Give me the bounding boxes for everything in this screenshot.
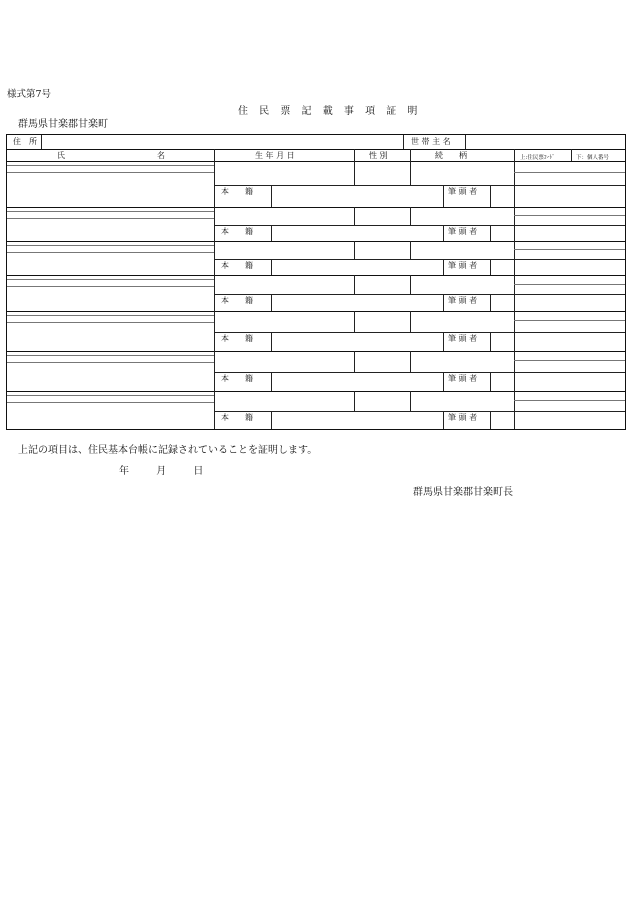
name-underline xyxy=(7,279,214,280)
registry-label: 本 籍 xyxy=(221,296,253,305)
name-header-surname: 氏 xyxy=(57,151,65,160)
divider xyxy=(465,135,466,149)
family-head-label: 筆 頭 者 xyxy=(448,187,478,196)
registry-label: 本 籍 xyxy=(221,334,253,343)
divider xyxy=(490,185,491,207)
divider xyxy=(443,225,444,241)
divider xyxy=(214,311,215,351)
date-year: 年 xyxy=(119,466,129,477)
divider xyxy=(443,185,444,207)
divider xyxy=(514,149,515,161)
divider xyxy=(490,259,491,275)
divider xyxy=(410,391,411,411)
divider xyxy=(271,332,272,351)
name-underline xyxy=(7,322,214,323)
householder-label: 世 帯 主 名 xyxy=(411,137,451,146)
divider xyxy=(271,372,272,391)
divider xyxy=(214,332,625,333)
name-underline xyxy=(7,245,214,246)
code-divider xyxy=(514,172,625,173)
name-underline xyxy=(7,218,214,219)
divider xyxy=(514,161,515,207)
name-underline xyxy=(7,402,214,403)
date-month: 月 xyxy=(156,466,167,477)
divider xyxy=(443,372,444,391)
block-divider xyxy=(7,275,625,276)
block-divider xyxy=(7,391,625,392)
divider xyxy=(354,207,355,225)
divider xyxy=(490,411,491,429)
divider xyxy=(410,161,411,185)
code-divider xyxy=(514,400,625,401)
block-divider xyxy=(7,311,625,312)
divider xyxy=(354,241,355,259)
divider xyxy=(443,332,444,351)
divider xyxy=(214,391,215,429)
sex-header: 性 別 xyxy=(369,151,388,160)
municipality-name: 群馬県甘楽郡甘楽町 xyxy=(18,119,108,130)
resident-code-header: 上:住民票ｺｰﾄﾞ xyxy=(520,155,555,161)
family-head-label: 筆 頭 者 xyxy=(448,413,478,422)
divider xyxy=(271,411,272,429)
name-underline xyxy=(7,395,214,396)
family-head-label: 筆 頭 者 xyxy=(448,227,478,236)
divider xyxy=(214,372,625,373)
code-divider xyxy=(514,215,625,216)
divider xyxy=(514,391,515,429)
divider xyxy=(214,259,625,260)
name-underline xyxy=(7,355,214,356)
block-divider xyxy=(7,241,625,242)
divider xyxy=(271,225,272,241)
divider xyxy=(271,294,272,311)
divider xyxy=(214,241,215,275)
form-number: 様式第7号 xyxy=(7,89,52,100)
birthdate-header: 生 年 月 日 xyxy=(255,151,295,160)
mayor-signature-line: 群馬県甘楽郡甘楽町長 xyxy=(413,487,513,498)
divider xyxy=(354,391,355,411)
block-divider xyxy=(7,351,625,352)
divider xyxy=(410,241,411,259)
divider xyxy=(514,351,515,391)
divider xyxy=(443,259,444,275)
name-header-given: 名 xyxy=(157,151,165,160)
name-underline xyxy=(7,165,214,166)
registry-label: 本 籍 xyxy=(221,261,253,270)
code-divider xyxy=(514,249,625,250)
divider xyxy=(490,294,491,311)
divider xyxy=(490,332,491,351)
divider xyxy=(214,275,215,311)
name-underline xyxy=(7,211,214,212)
divider xyxy=(490,372,491,391)
relation-header: 続 柄 xyxy=(435,151,467,160)
name-underline xyxy=(7,315,214,316)
date-day: 日 xyxy=(193,466,204,477)
name-underline xyxy=(7,362,214,363)
code-divider xyxy=(514,360,625,361)
certification-statement: 上記の項目は、住民基本台帳に記録されていることを証明します。 xyxy=(18,445,318,456)
divider xyxy=(354,311,355,332)
divider xyxy=(410,207,411,225)
code-divider xyxy=(514,284,625,285)
family-head-label: 筆 頭 者 xyxy=(448,334,478,343)
divider xyxy=(354,149,355,161)
individual-number-header: 下：個人番号 xyxy=(576,155,610,161)
divider xyxy=(214,411,625,412)
divider xyxy=(214,149,215,161)
divider xyxy=(214,161,215,207)
divider xyxy=(410,275,411,294)
divider xyxy=(403,135,404,149)
registry-label: 本 籍 xyxy=(221,374,253,383)
name-underline xyxy=(7,252,214,253)
name-underline xyxy=(7,172,214,173)
divider xyxy=(214,225,625,226)
address-label: 住 所 xyxy=(13,137,37,146)
divider xyxy=(7,149,625,150)
registry-label: 本 籍 xyxy=(221,227,253,236)
divider xyxy=(271,259,272,275)
divider xyxy=(514,275,515,311)
divider xyxy=(214,351,215,391)
block-divider xyxy=(7,207,625,208)
document-title: 住 民 票 記 載 事 項 証 明 xyxy=(238,106,422,117)
divider xyxy=(214,185,625,186)
name-underline xyxy=(7,286,214,287)
divider xyxy=(354,351,355,372)
code-divider xyxy=(514,320,625,321)
date-line xyxy=(119,462,227,477)
registry-label: 本 籍 xyxy=(221,187,253,196)
certificate-form-table xyxy=(6,134,626,430)
divider xyxy=(214,294,625,295)
family-head-label: 筆 頭 者 xyxy=(448,296,478,305)
divider xyxy=(410,351,411,372)
divider xyxy=(490,225,491,241)
divider xyxy=(514,207,515,241)
divider xyxy=(271,185,272,207)
divider xyxy=(514,311,515,351)
divider xyxy=(214,207,215,241)
divider xyxy=(443,294,444,311)
divider xyxy=(514,241,515,275)
divider xyxy=(41,135,42,149)
divider xyxy=(571,149,572,161)
divider xyxy=(443,411,444,429)
divider xyxy=(354,275,355,294)
divider xyxy=(410,311,411,332)
divider xyxy=(354,161,355,185)
divider xyxy=(410,149,411,161)
family-head-label: 筆 頭 者 xyxy=(448,374,478,383)
divider xyxy=(7,161,625,162)
registry-label: 本 籍 xyxy=(221,413,253,422)
family-head-label: 筆 頭 者 xyxy=(448,261,478,270)
